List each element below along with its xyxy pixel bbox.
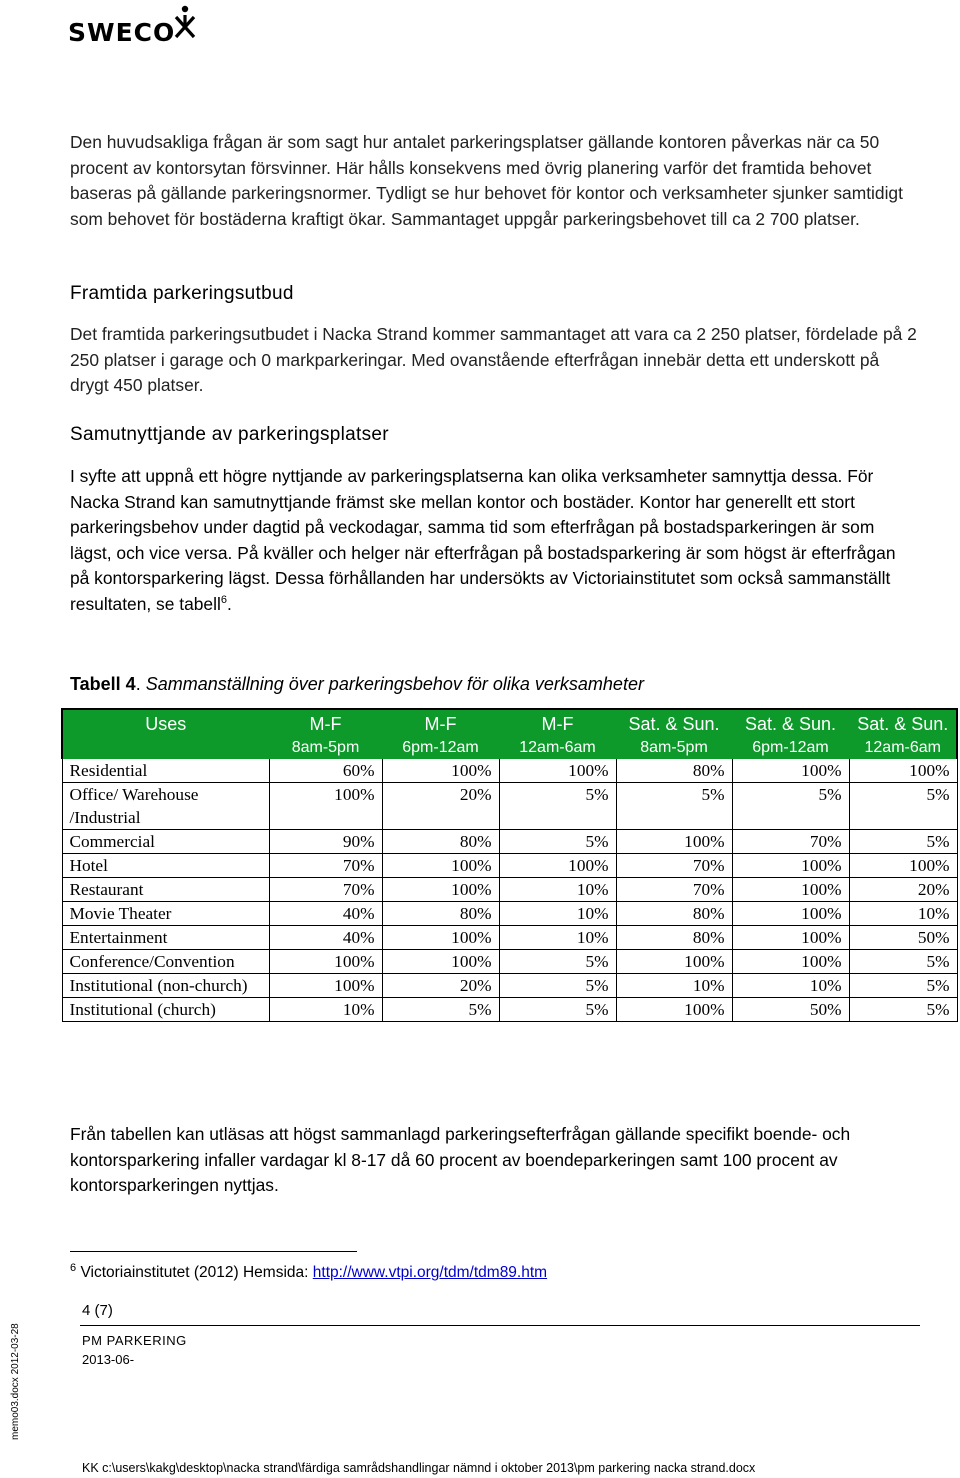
row-percent-cell: 100% (269, 974, 382, 998)
row-percent-cell: 10% (849, 902, 957, 926)
subheader-col-4: 8am-5pm (616, 737, 732, 759)
file-path: KK c:\users\kakg\desktop\nacka strand\färdiga samrådshandlingar nämnd i oktober 2013\pm parkering nacka strand.docx (82, 1461, 756, 1475)
table-row (62, 974, 957, 998)
row-percent-cell: 10% (499, 926, 616, 950)
row-percent-cell: 60% (269, 759, 382, 783)
footnote-ref: 6 (220, 594, 227, 607)
row-percent-cell: 10% (616, 974, 732, 998)
row-percent-cell: 5% (849, 998, 957, 1022)
row-percent-cell: 100% (732, 878, 849, 902)
row-percent-cell: 10% (499, 878, 616, 902)
table-row (62, 926, 957, 950)
row-use-label: Movie Theater (62, 902, 269, 926)
row-use-label: Entertainment (62, 926, 269, 950)
table-caption-sep: . (135, 674, 146, 694)
row-percent-cell: 100% (732, 950, 849, 974)
table-header-row (62, 709, 957, 737)
row-percent-cell: 80% (382, 902, 499, 926)
table-row (62, 830, 957, 854)
row-percent-cell: 100% (732, 854, 849, 878)
row-percent-cell: 100% (849, 854, 957, 878)
row-percent-cell: 10% (269, 998, 382, 1022)
row-percent-cell: 70% (616, 854, 732, 878)
row-percent-cell: 5% (732, 783, 849, 830)
row-percent-cell: 100% (382, 759, 499, 783)
row-use-label: Restaurant (62, 878, 269, 902)
footnote-link[interactable]: http://www.vtpi.org/tdm/tdm89.htm (312, 1264, 548, 1281)
row-percent-cell: 20% (382, 974, 499, 998)
row-percent-cell: 5% (616, 783, 732, 830)
row-percent-cell: 5% (499, 998, 616, 1022)
row-percent-cell: 5% (849, 950, 957, 974)
table-caption-text: Sammanställning över parkeringsbehov för olika verksamheter (145, 674, 644, 694)
subheader-col-1: 8am-5pm (269, 737, 382, 759)
row-percent-cell: 40% (269, 926, 382, 950)
row-percent-cell: 80% (616, 926, 732, 950)
table-subheader-row (62, 737, 957, 759)
row-percent-cell: 80% (382, 830, 499, 854)
row-percent-cell: 5% (849, 830, 957, 854)
page-number: 4 (7) (82, 1302, 113, 1319)
row-percent-cell: 100% (616, 950, 732, 974)
row-percent-cell: 50% (849, 926, 957, 950)
row-use-label: Office/ Warehouse /Industrial (62, 783, 269, 830)
logo-text: SWECO (68, 18, 176, 47)
row-percent-cell: 5% (499, 950, 616, 974)
table-row (62, 759, 957, 783)
footer-divider (80, 1325, 920, 1326)
row-percent-cell: 10% (732, 974, 849, 998)
samutnyttjande-end: . (226, 593, 232, 614)
table-row (62, 998, 957, 1022)
row-percent-cell: 100% (732, 902, 849, 926)
header-col-2: M-F (382, 709, 499, 737)
row-percent-cell: 100% (269, 783, 382, 830)
document-title: PM PARKERING (82, 1333, 187, 1348)
sweco-star-icon (174, 4, 196, 40)
document-date: 2013-06- (82, 1352, 135, 1367)
footnote-divider (70, 1251, 357, 1252)
heading-framtida: Framtida parkeringsutbud (70, 283, 294, 304)
row-percent-cell: 100% (849, 759, 957, 783)
row-percent-cell: 100% (732, 926, 849, 950)
row-percent-cell: 70% (269, 854, 382, 878)
subheader-col-3: 12am-6am (499, 737, 616, 759)
row-percent-cell: 80% (616, 902, 732, 926)
row-percent-cell: 5% (382, 998, 499, 1022)
row-percent-cell: 90% (269, 830, 382, 854)
row-percent-cell: 20% (382, 783, 499, 830)
heading-samutnyttjande: Samutnyttjande av parkeringsplatser (70, 424, 389, 445)
row-use-label: Residential (62, 759, 269, 783)
row-percent-cell: 70% (732, 830, 849, 854)
row-percent-cell: 20% (849, 878, 957, 902)
table-row (62, 902, 957, 926)
row-percent-cell: 100% (732, 759, 849, 783)
header-col-4: Sat. & Sun. (616, 709, 732, 737)
row-percent-cell: 40% (269, 902, 382, 926)
footnote-text: Victoriainstitutet (2012) Hemsida: (80, 1264, 313, 1281)
row-percent-cell: 5% (499, 783, 616, 830)
conclusion-paragraph: Från tabellen kan utläsas att högst sammanlagd parkeringsefterfrågan gällande specifikt boende- och kontorsparkering infaller vardagar kl 8-17 då 60 procent av boendeparkeringen samt 100 procent av kontorsparkeringen nyttjas. (70, 1124, 851, 1196)
row-percent-cell: 5% (499, 974, 616, 998)
row-percent-cell: 100% (382, 950, 499, 974)
subheader-col-6: 12am-6am (849, 737, 957, 759)
framtida-paragraph: Det framtida parkeringsutbudet i Nacka Strand kommer sammantaget att vara ca 2 250 platser, fördelade på 2 250 platser i garage och 0 markparkeringar. Med ovanstående efterfrågan innebär detta ett underskott på drygt 450 platser. (70, 324, 917, 396)
subheader-col-5: 6pm-12am (732, 737, 849, 759)
header-col-6: Sat. & Sun. (849, 709, 957, 737)
row-percent-cell: 100% (382, 854, 499, 878)
row-percent-cell: 80% (616, 759, 732, 783)
row-use-label: Institutional (non-church) (62, 974, 269, 998)
header-uses: Uses (62, 709, 269, 737)
row-percent-cell: 50% (732, 998, 849, 1022)
row-percent-cell: 100% (499, 854, 616, 878)
subheader-col-2: 6pm-12am (382, 737, 499, 759)
table-row (62, 950, 957, 974)
row-percent-cell: 100% (382, 878, 499, 902)
row-percent-cell: 100% (616, 830, 732, 854)
template-version: memo03.docx 2012-03-28 (10, 1323, 21, 1440)
row-use-label: Conference/Convention (62, 950, 269, 974)
row-percent-cell: 70% (269, 878, 382, 902)
footnote-number: 6 (70, 1261, 77, 1274)
subheader-uses (62, 737, 269, 759)
table-caption-label: Tabell 4 (70, 674, 136, 694)
samutnyttjande-body: I syfte att uppnå ett högre nyttjande av parkeringsplatserna kan olika verksamheter samnyttja dessa. För Nacka Strand kan samutnyttjande främst ske mellan kontor och bostäder. Kontor har generellt ett stort parkeringsbehov under dagtid på veckodagar, samma tid som efterfrågan på bostadsparkeringen är som lägst, och vice versa. På kväller och helger när efterfrågan på bostadsparkering är som högst är efterfrågan på kontorsparkering lägst. Dessa förhållanden har undersökts av Victoriainstitutet som också sammanställt resultaten, se tabell (70, 466, 896, 614)
samutnyttjande-paragraph (70, 464, 918, 618)
table-row (62, 783, 957, 830)
header-col-1: M-F (269, 709, 382, 737)
header-col-5: Sat. & Sun. (732, 709, 849, 737)
row-percent-cell: 100% (269, 950, 382, 974)
table-row (62, 878, 957, 902)
footnote (70, 1261, 548, 1282)
intro-paragraph: Den huvudsakliga frågan är som sagt hur antalet parkeringsplatser gällande kontoren påverkas när ca 50 procent av kontorsytan försvinner. Här hålls konsekvens med övrig planering varför det framtida behovet baseras på gällande parkeringsnormer. Tydligt se hur behovet för kontor och verksamheter sjunker samtidigt som behovet för bostäderna kraftigt ökar. Sammantaget uppgår parkeringsbehovet till ca 2 700 platser. (70, 132, 903, 229)
table-caption (70, 672, 918, 698)
row-percent-cell: 5% (849, 974, 957, 998)
row-percent-cell: 5% (499, 830, 616, 854)
row-use-label: Commercial (62, 830, 269, 854)
row-use-label: Institutional (church) (62, 998, 269, 1022)
row-use-label: Hotel (62, 854, 269, 878)
row-percent-cell: 100% (616, 998, 732, 1022)
row-percent-cell: 5% (849, 783, 957, 830)
row-percent-cell: 100% (382, 926, 499, 950)
parking-demand-table (61, 708, 958, 1022)
row-percent-cell: 100% (499, 759, 616, 783)
row-percent-cell: 70% (616, 878, 732, 902)
table-row (62, 854, 957, 878)
row-percent-cell: 10% (499, 902, 616, 926)
header-col-3: M-F (499, 709, 616, 737)
